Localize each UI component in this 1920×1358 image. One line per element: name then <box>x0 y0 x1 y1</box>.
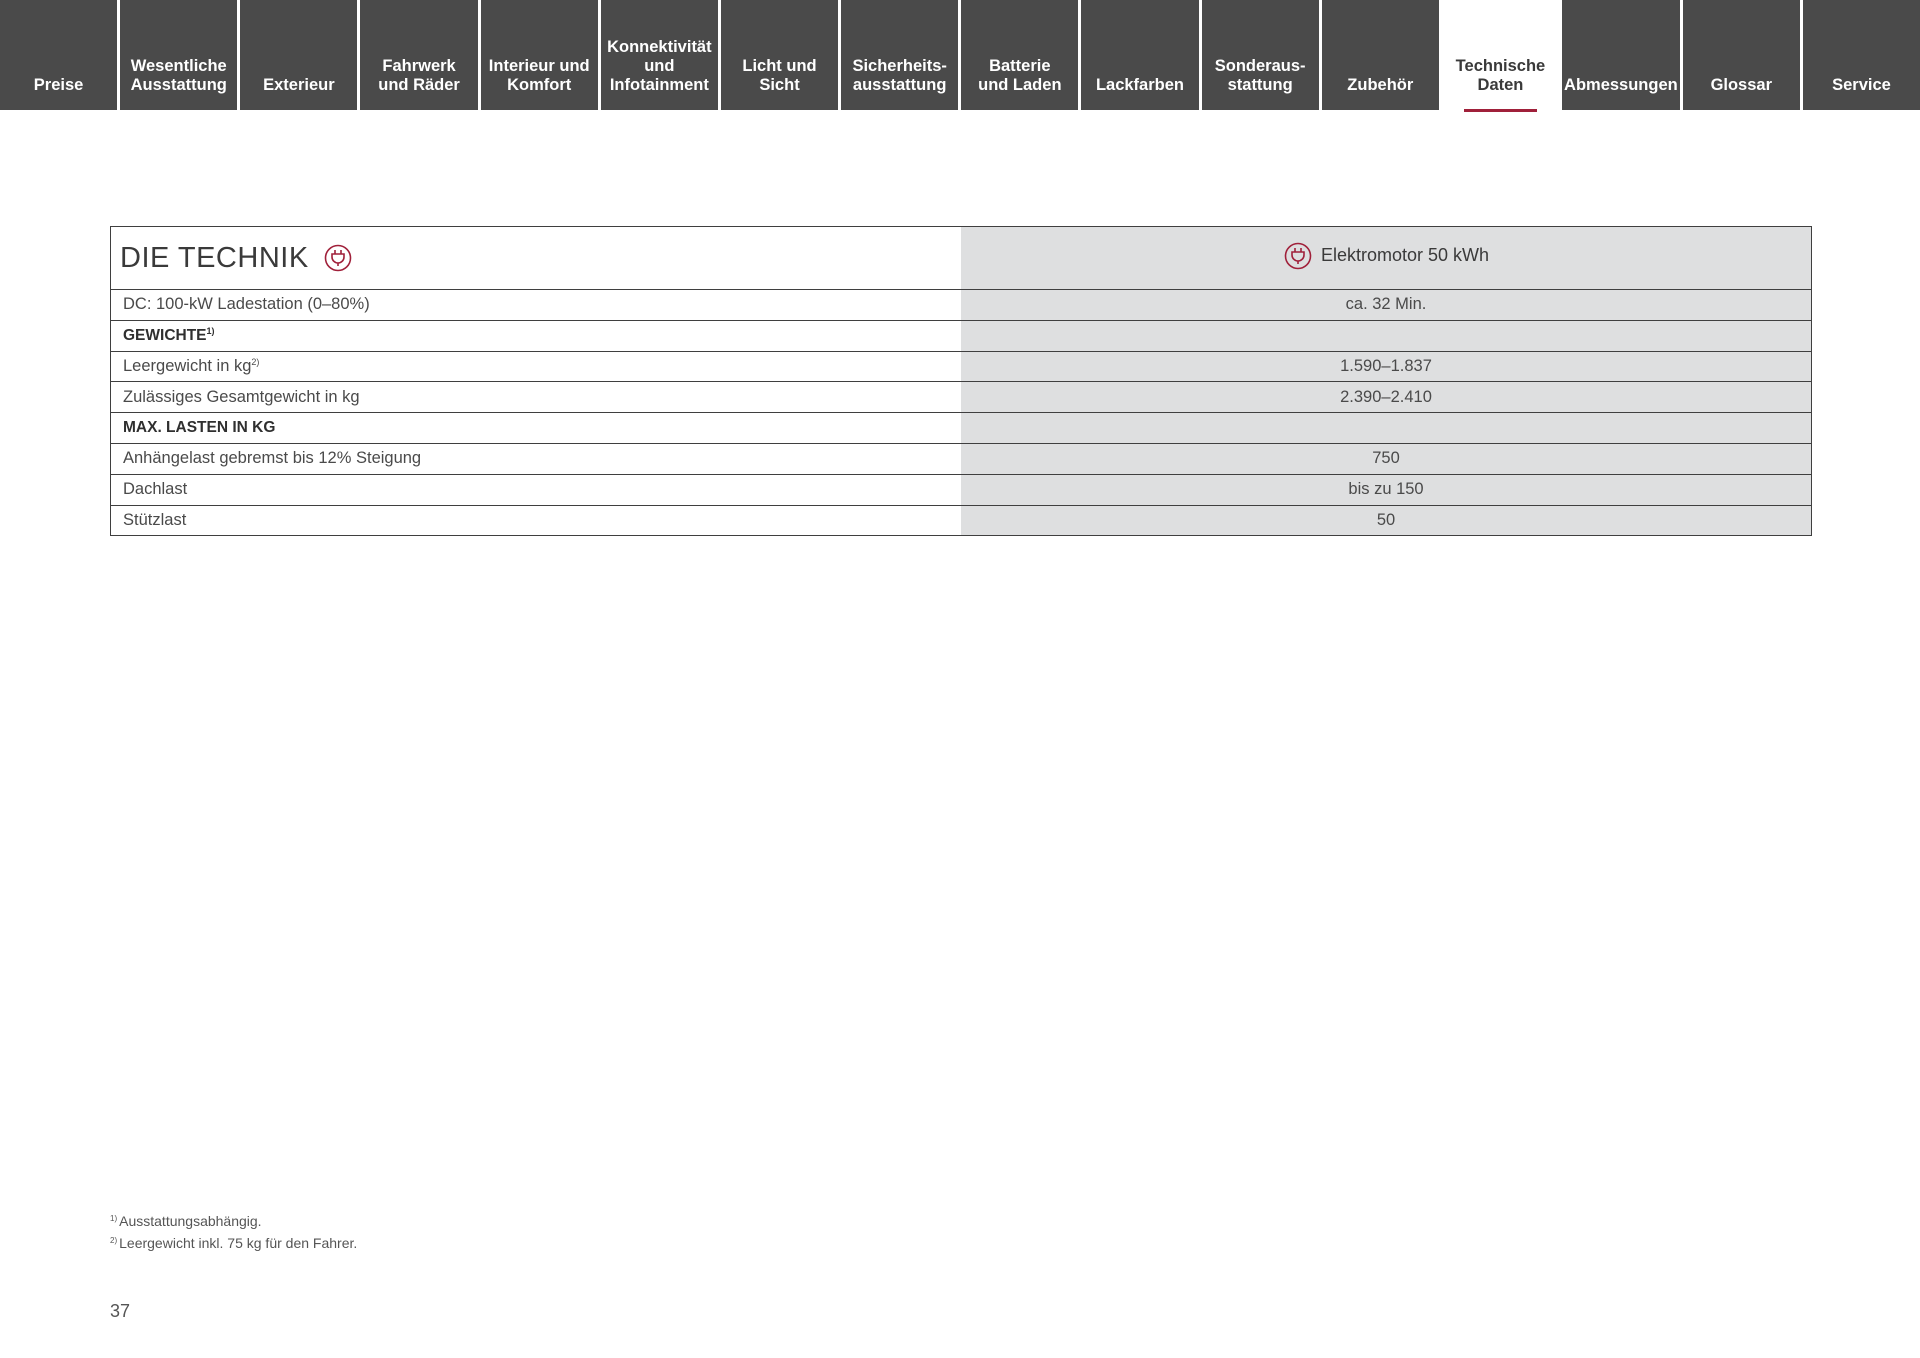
nav-tab[interactable]: Zubehör <box>1322 0 1439 110</box>
nav-tab[interactable]: Fahrwerk und Räder <box>360 0 477 110</box>
nav-tab[interactable]: Sicherheits- ausstattung <box>841 0 958 110</box>
row-value: 750 <box>961 443 1811 474</box>
table-row <box>111 505 1812 536</box>
table-row <box>111 474 1812 505</box>
nav-tab[interactable]: Glossar <box>1683 0 1800 110</box>
row-label: Anhängelast gebremst bis 12% Steigung <box>123 449 422 468</box>
footnote-marker: 1) <box>110 1214 118 1223</box>
footnote <box>110 1232 357 1254</box>
table-row <box>111 382 1812 413</box>
row-label: DC: 100-kW Ladestation (0–80%) <box>123 295 370 314</box>
nav-tab[interactable]: Sonderaus- stattung <box>1202 0 1319 110</box>
table-header-row <box>111 227 1812 290</box>
row-label-cell <box>111 505 962 536</box>
table-row <box>111 290 1812 321</box>
row-label-cell <box>111 474 962 505</box>
row-label-cell <box>111 443 962 474</box>
nav-tab[interactable]: Interieur und Komfort <box>481 0 598 110</box>
nav-tab[interactable]: Lackfarben <box>1081 0 1198 110</box>
nav-tab[interactable]: Abmessungen <box>1562 0 1680 110</box>
row-value: 50 <box>961 505 1811 536</box>
ev-plug-icon <box>1283 241 1313 271</box>
footnote-marker: 1) <box>206 325 215 336</box>
table-title-cell <box>111 227 962 290</box>
footnote <box>110 1210 357 1232</box>
nav-tab[interactable]: Licht und Sicht <box>721 0 838 110</box>
column-header-label: Elektromotor 50 kWh <box>1320 245 1490 265</box>
nav-tab[interactable]: Preise <box>0 0 117 110</box>
nav-tab[interactable]: Konnektivität und Infotainment <box>601 0 718 110</box>
table-row <box>111 351 1812 382</box>
footnotes <box>110 1210 357 1254</box>
section-row <box>111 320 1812 351</box>
row-label: Dachlast <box>123 480 188 499</box>
row-value <box>961 320 1811 351</box>
chapter-nav <box>0 0 1920 110</box>
row-value: bis zu 150 <box>961 474 1811 505</box>
section-row <box>111 413 1812 444</box>
page-number: 37 <box>110 1301 131 1321</box>
footnote-marker: 2) <box>251 356 260 367</box>
row-label: Leergewicht in kg <box>123 356 252 375</box>
row-label-cell <box>111 351 962 382</box>
tech-spec-table <box>110 226 1812 536</box>
row-label: Zulässiges Gesamtgewicht in kg <box>123 387 360 406</box>
row-value <box>961 413 1811 444</box>
column-header-cell <box>961 227 1811 290</box>
footnote-text: Ausstattungsabhängig. <box>119 1213 262 1229</box>
table-row <box>111 443 1812 474</box>
row-label: MAX. LASTEN IN KG <box>123 419 276 437</box>
table-title: DIE TECHNIK <box>120 241 309 274</box>
nav-tab[interactable]: Technische Daten <box>1442 0 1559 110</box>
row-label-cell <box>111 320 962 351</box>
row-label-cell <box>111 413 962 444</box>
row-label-cell <box>111 290 962 321</box>
row-value: 2.390–2.410 <box>961 382 1811 413</box>
row-value: ca. 32 Min. <box>961 290 1811 321</box>
ev-plug-icon <box>323 243 353 273</box>
footnote-text: Leergewicht inkl. 75 kg für den Fahrer. <box>119 1235 358 1251</box>
nav-tab[interactable]: Service <box>1803 0 1920 110</box>
row-label: Stützlast <box>123 510 187 529</box>
footnote-marker: 2) <box>110 1236 118 1245</box>
row-label: GEWICHTE <box>123 326 207 344</box>
row-label-cell <box>111 382 962 413</box>
nav-tab[interactable]: Exterieur <box>240 0 357 110</box>
nav-tab[interactable]: Batterie und Laden <box>961 0 1078 110</box>
row-value: 1.590–1.837 <box>961 351 1811 382</box>
nav-tab[interactable]: Wesentliche Ausstattung <box>120 0 237 110</box>
